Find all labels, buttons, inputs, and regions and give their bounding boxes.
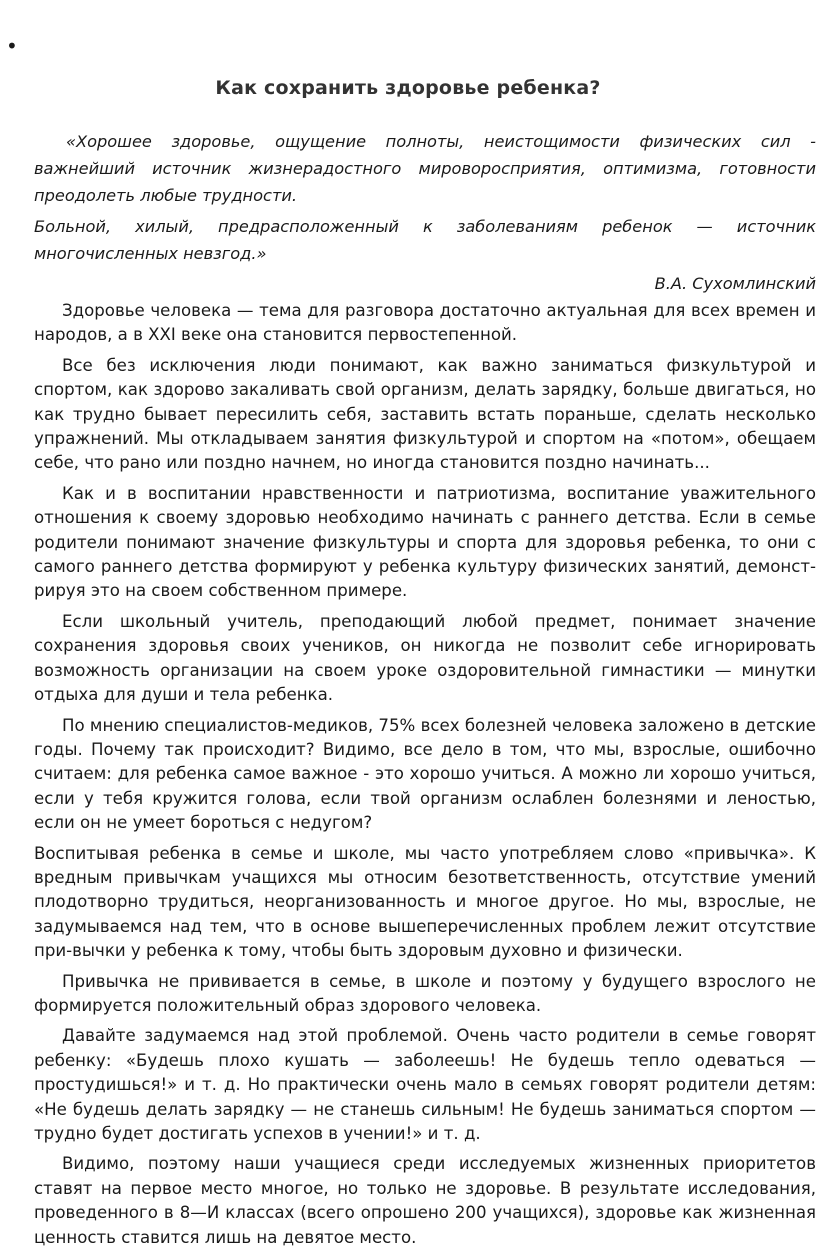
article-body bbox=[34, 299, 816, 1256]
body-paragraph: Здоровье человека — тема для разговора достаточно актуальная для всех времен и народов, а в XXI веке она становится первостепенной. bbox=[34, 301, 816, 345]
body-paragraph: Привычка не прививается в семье, в школе и поэтому у будущего взрослого не формируется положительный образ здорового человека. bbox=[34, 971, 816, 1015]
body-paragraph: Видимо, поэтому наши учащиеся среди исследуемых жизненных приоритетов ставят на первое место многое, но только не здоровье. В результате исследования, проведенного в 8—И классах (всего опрошено 200 учащихся), здоровье как жизненная ценность ставится лишь на девятое место. bbox=[34, 1154, 816, 1247]
body-paragraph: Если школьный учитель, преподающий любой предмет, понимает значение сохранения здоровья своих учеников, он никогда не позволит себе игнорировать возможность организации на своем уроке оздоровительной гимнастики — минутки отдыха для души и тела ребенка. bbox=[34, 611, 816, 705]
body-paragraph: По мнению специалистов-медиков, 75% всех болезней человека заложено в детские годы. Почему так происходит? Видимо, все дело в том, что мы, взрослые, ошибочно считаем: для ребенка самое важное - это хорошо учиться. А можно ли хорошо учиться, если у тебя кружится голова, если твой организм ослаблен болезнями и леностью, если он не умеет бороться с недугом? bbox=[34, 715, 816, 833]
bullet-mark: • bbox=[6, 34, 18, 58]
quote-paragraph: «Хорошее здоровье, ощущение полноты, неистощимости физических сил - важнейший источник жизнерадостного мироворосприятия, оптимизма, готовности преодолеть любые трудности. bbox=[34, 132, 816, 205]
quote-paragraph: Больной, хилый, предрасположенный к заболеваниям ребенок — источник многочисленных невзгод.» bbox=[34, 217, 816, 263]
epigraph-quote bbox=[34, 128, 816, 271]
document-title: Как сохранить здоровье ребенка? bbox=[215, 76, 601, 99]
body-paragraph: Все без исключения люди понимают, как важно заниматься физкультурой и спортом, как здорово закаливать свой организм, делать зарядку, больше двигаться, но как трудно бывает пересилить себя, заставить встать пораньше, сделать несколько упражнений. Мы откладываем занятия физкультурой и спортом на «потом», обещаем себе, что рано или поздно начнем, но иногда становится поздно начинать... bbox=[34, 355, 816, 473]
quote-author: В.А. Сухомлинский bbox=[654, 274, 816, 293]
body-paragraph: Давайте задумаемся над этой проблемой. Очень часто родители в семье говорят ребенку: «Будешь плохо кушать — заболеешь! Не будешь тепло одеваться — простудишься!» и т. д. Но практически очень мало в семьях говорят родители детям: «Не будешь делать зарядку — не станешь сильным! Не будешь заниматься спортом — трудно будет достигать успехов в учении!» и т. д. bbox=[34, 1026, 816, 1143]
body-paragraph: Воспитывая ребенка в семье и школе, мы часто употребляем слово «привычка». К вредным привычкам учащихся мы относим безответственность, отсутствие умений плодотворно трудиться, неорганизованность и многое другое. Но мы, взрослые, не задумываемся над тем, что в основе вышеперечисленных проблем лежит отсутствие при-вычки у ребенка к тому, чтобы быть здоровым духовно и физически. bbox=[34, 843, 816, 961]
body-paragraph: Как и в воспитании нравственности и патриотизма, воспитание уважительного отношения к своему здоровью необходимо начинать с раннего детства. Если в семье родители понимают значение физкультуры и спорта для здоровья ребенка, то они с самого раннего детства формируют у ребенка культуру физических занятий, демонст-рируя это на своем собственном примере. bbox=[34, 483, 816, 601]
